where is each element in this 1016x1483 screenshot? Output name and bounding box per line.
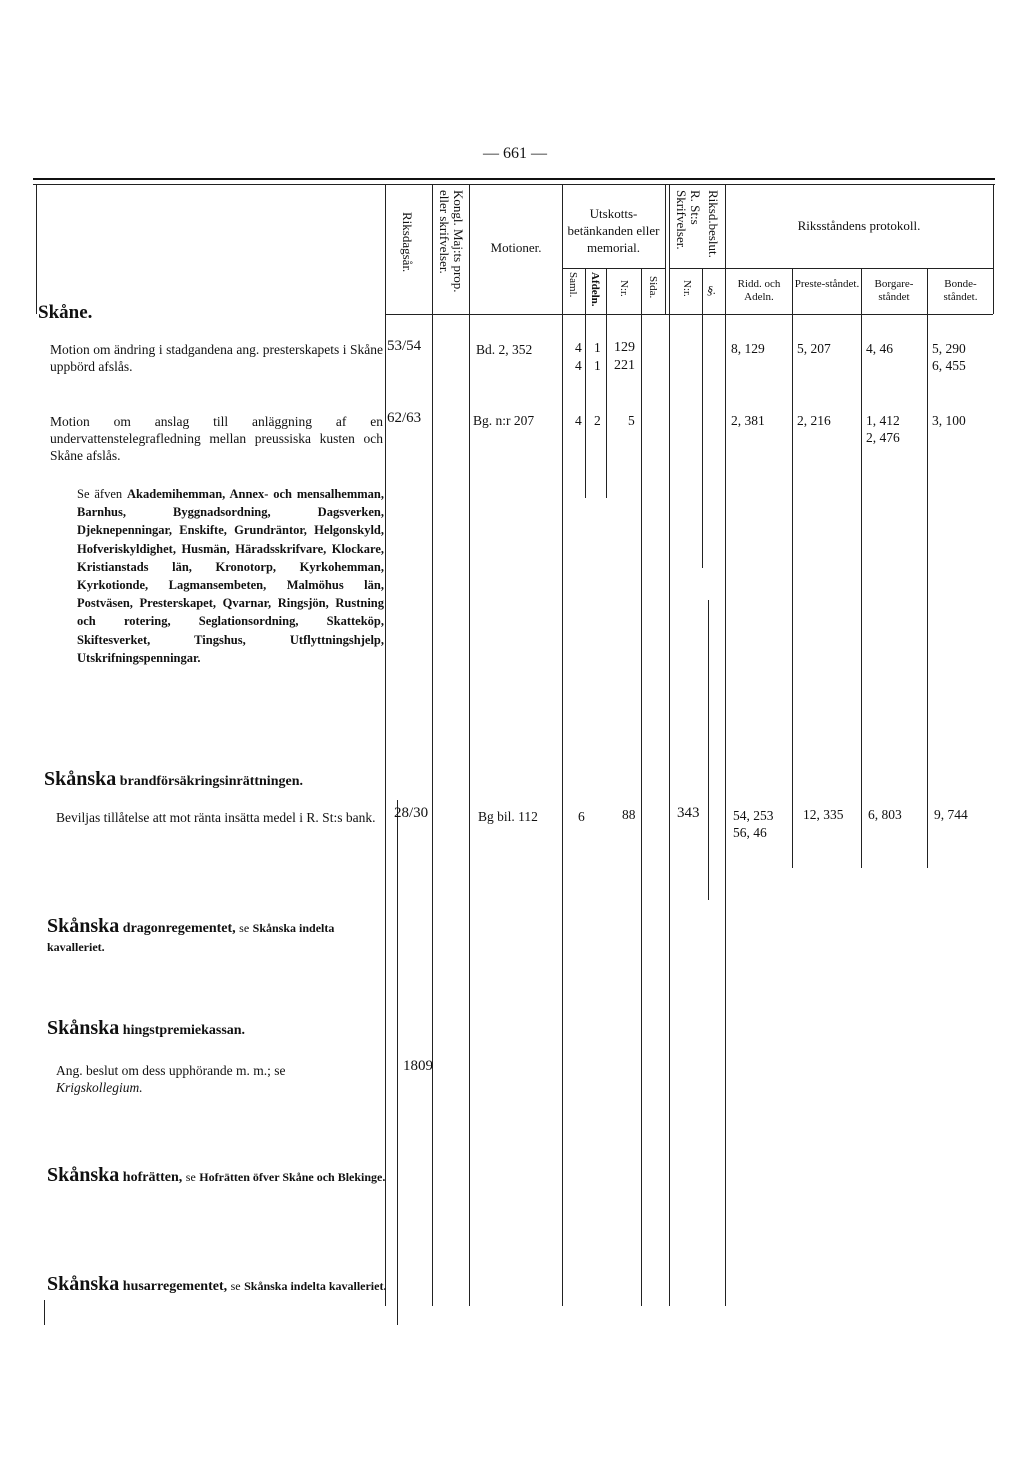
hingst-year: 1809 <box>403 1058 433 1074</box>
top-rule-2 <box>33 184 995 185</box>
header-utskotts: Utskotts-betänkanden eller memorial. <box>567 206 660 255</box>
hingst-text: Ang. beslut om dess upphörande m. m.; se Krigskollegium. <box>56 1063 286 1095</box>
header-bonde: Bonde-ståndet. <box>943 278 978 303</box>
husar-heading: Skånska husarregementet, se Skånska indelta kavalleriet. <box>47 1273 387 1295</box>
col-rule <box>792 268 793 868</box>
col-rule <box>702 268 703 568</box>
col-rule <box>432 184 433 1306</box>
entry-1-bonde: 5, 290 6, 455 <box>932 341 966 373</box>
header-utskotts-sida: Sida. <box>647 276 659 299</box>
page-number: — 661 — <box>483 145 547 162</box>
section-title: Skåne. <box>38 302 93 323</box>
entry-2-nr: 5 <box>628 413 635 428</box>
entry-2-prest: 2, 216 <box>797 413 831 428</box>
header-ridd: Ridd. och Adeln. <box>737 278 781 303</box>
header-utskotts-saml: Saml. <box>567 272 579 298</box>
header-riksdbeslut: Riksd.beslut. <box>706 190 721 258</box>
header-prest: Preste-ståndet. <box>794 278 860 290</box>
see-also <box>77 485 384 667</box>
see-also-lead: Se äfven <box>77 487 123 501</box>
entry-1-text: Motion om ändring i stadgandena ang. presterskapets i Skåne uppbörd afslås. <box>50 342 383 374</box>
hof-heading: Skånska hofrätten, se Hofrätten öfver Skåne och Blekinge. <box>47 1164 386 1186</box>
header-utskotts-nr: N:r. <box>618 280 630 297</box>
col-rule <box>585 268 586 498</box>
col-rule <box>993 184 994 314</box>
col-rule <box>669 184 670 1306</box>
entry-2-bonde: 3, 100 <box>932 413 966 428</box>
utskotts-sub-rule <box>562 268 665 269</box>
header-borg: Borgare-ståndet <box>874 278 914 303</box>
header-riksdagsar: Riksdagsår. <box>400 212 415 273</box>
col-rule <box>665 184 666 314</box>
col-rule <box>469 184 470 1306</box>
header-riksdbeslut-par: §. <box>707 283 716 297</box>
brand-bonde: 9, 744 <box>934 807 968 822</box>
entry-2-text: Motion om anslag till anläggning af en undervattenstelegrafledning mellan preussiska kusten och Skåne afslås. <box>50 414 383 463</box>
hingst-heading: Skånska hingstpremiekassan. <box>47 1017 246 1039</box>
col-rule <box>641 268 642 1306</box>
top-rule <box>33 178 995 180</box>
brand-motion: Bg bil. 112 <box>478 809 538 824</box>
col-rule <box>725 184 726 1306</box>
header-rsts-nr: N:r. <box>681 280 693 297</box>
entry-1-motion: Bd. 2, 352 <box>476 342 533 357</box>
brand-rsts: 343 <box>677 805 700 821</box>
brand-year: 28/30 <box>394 805 429 821</box>
col-rule <box>708 600 709 900</box>
col-rule <box>562 184 563 1306</box>
brand-borg: 6, 803 <box>868 807 902 822</box>
col-rule <box>385 184 386 1306</box>
entry-1-year: 53/54 <box>387 338 422 354</box>
header-kongl: Kongl. Maj:ts prop. eller skrifvelser. <box>437 190 466 293</box>
entry-1-ridd: 8, 129 <box>731 341 765 356</box>
header-motioner: Motioner. <box>490 240 542 255</box>
col-rule <box>927 268 928 868</box>
brand-heading: Skånska brandförsäkringsinrättningen. <box>44 768 303 790</box>
header-utskotts-afdeln: Afdeln. <box>589 272 601 307</box>
col-rule <box>606 268 607 498</box>
entry-2-afdeln: 2 <box>594 413 601 428</box>
col-rule <box>397 800 398 1325</box>
entry-2-year: 62/63 <box>387 410 422 426</box>
entry-1-prest: 5, 207 <box>797 341 831 356</box>
entry-1-afdeln: 1 1 <box>594 340 601 373</box>
brand-saml: 6 <box>578 809 585 824</box>
see-also-list: Akademihemman, Annex- och mensalhemman, Barnhus, Byggnadsordning, Dagsverken, Djeknepenningar, Enskifte, Grundräntor, Helgonskyld, Hofveriskyldighet, Husmän, Häradsskrifvare, Klockare, Kristianstads län, Kronotorp, Kyrkohemman, Kyrkotionde, Lagmansembeten, Malmöhus län, Postväsen, Presterskapet, Qvarnar, Ringsjön, Rustning och rotering, Seglationsordning, Skatteköp, Skiftesverket, Tingshus, Utflyttningshjelp, Utskrifningspenningar. <box>77 487 385 665</box>
protokoll-sub-rule <box>725 268 993 269</box>
header-rsts: R. St:s Skrifvelser. <box>674 190 703 250</box>
rsts-sub-rule <box>669 268 725 269</box>
entry-2-saml: 4 <box>575 413 582 428</box>
brand-nr: 88 <box>622 807 636 822</box>
entry-2-motion: Bg. n:r 207 <box>473 413 535 428</box>
header-bottom-rule <box>385 314 993 315</box>
col-rule <box>36 184 37 314</box>
dragon-heading: Skånska dragonregementet, se Skånska indelta kavalleriet. <box>47 915 335 954</box>
left-margin-rule <box>44 1300 45 1325</box>
entry-1-borg: 4, 46 <box>866 341 893 356</box>
col-rule <box>861 268 862 868</box>
entry-1-saml: 4 4 <box>575 340 582 373</box>
entry-2-borg: 1, 412 2, 476 <box>866 413 900 445</box>
header-protokoll: Riksståndens protokoll. <box>797 218 921 233</box>
entry-2-ridd: 2, 381 <box>731 413 765 428</box>
brand-text: Beviljas tillåtelse att mot ränta insätta medel i R. St:s bank. <box>56 810 376 825</box>
brand-ridd: 54, 253 56, 46 <box>733 808 774 840</box>
entry-1-nr: 129 221 <box>614 340 635 373</box>
brand-prest: 12, 335 <box>803 807 844 822</box>
